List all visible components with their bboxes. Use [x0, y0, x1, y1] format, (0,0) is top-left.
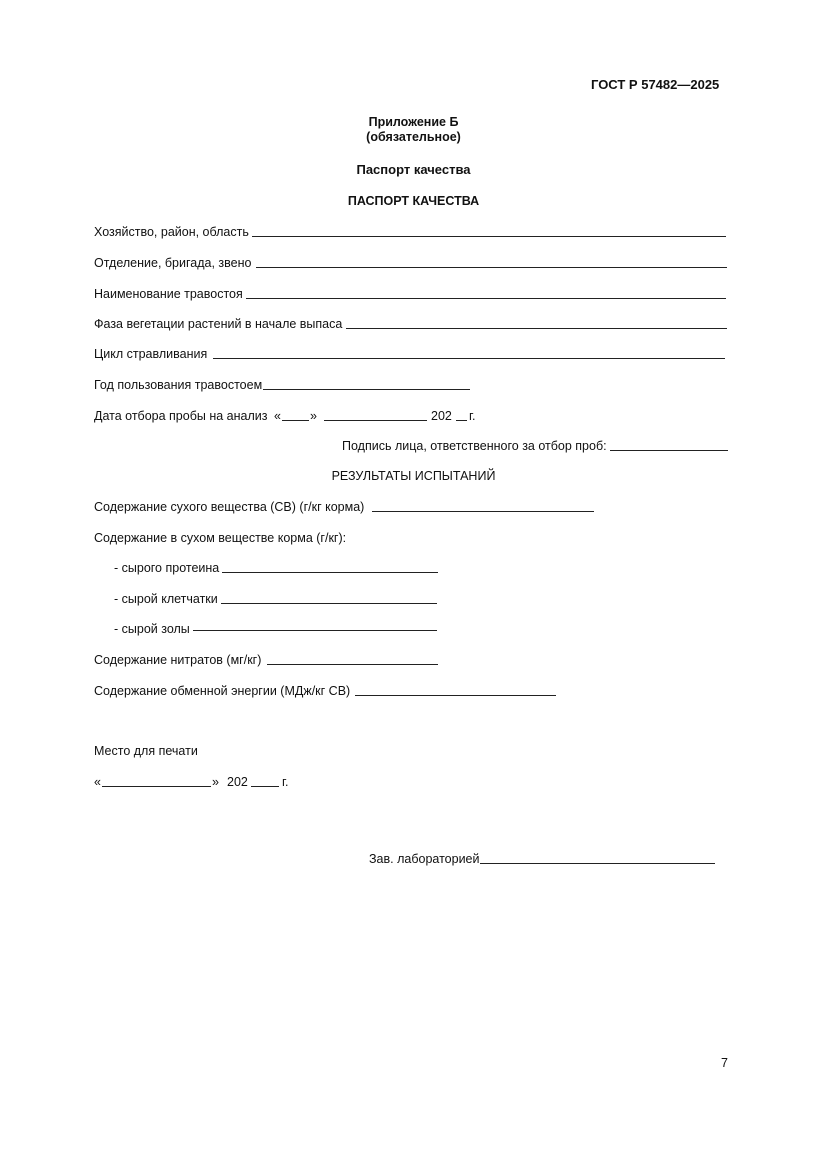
ash-label: - сырой золы: [114, 622, 190, 636]
ash-field-line[interactable]: [193, 630, 437, 631]
appendix-status: (обязательное): [366, 130, 461, 144]
sampling-month-line[interactable]: [324, 420, 427, 421]
date-year-prefix: 202: [227, 775, 248, 789]
nitrates-field-line[interactable]: [267, 664, 438, 665]
lab-head-signature-line[interactable]: [480, 863, 715, 864]
section-title: Паспорт качества: [356, 162, 471, 177]
sampling-year-prefix: 202: [431, 409, 452, 423]
date-year-suffix: г.: [282, 775, 289, 789]
sampling-quote-open: «: [274, 409, 281, 423]
appendix-title: Приложение Б: [368, 115, 459, 129]
protein-field-line[interactable]: [222, 572, 438, 573]
protein-label: - сырого протеина: [114, 561, 220, 575]
cycle-field-line[interactable]: [213, 358, 725, 359]
page-number: 7: [721, 1056, 728, 1070]
sampling-day-line[interactable]: [282, 420, 309, 421]
energy-field-line[interactable]: [355, 695, 556, 696]
fiber-field-line[interactable]: [221, 603, 437, 604]
cycle-label: Цикл стравливания: [94, 347, 208, 361]
phase-label: Фаза вегетации растений в начале выпаса: [94, 317, 343, 331]
date-quote-open: «: [94, 775, 101, 789]
sampling-date-label: Дата отбора пробы на анализ: [94, 409, 268, 423]
standard-number: ГОСТ Р 57482—2025: [591, 77, 720, 92]
farm-label: Хозяйство, район, область: [94, 225, 249, 239]
sampling-year-line[interactable]: [456, 420, 467, 421]
form-title: ПАСПОРТ КАЧЕСТВА: [347, 194, 480, 208]
date-day-month-line[interactable]: [102, 786, 211, 787]
date-year-line[interactable]: [251, 786, 279, 787]
phase-field-line[interactable]: [346, 328, 727, 329]
results-title: РЕЗУЛЬТАТЫ ИСПЫТАНИЙ: [331, 469, 496, 483]
division-label: Отделение, бригада, звено: [94, 256, 252, 270]
energy-label: Содержание обменной энергии (МДж/кг СВ): [94, 684, 351, 698]
dry-matter-label: Содержание сухого вещества (СВ) (г/кг корма): [94, 500, 365, 514]
year-field-line[interactable]: [263, 389, 470, 390]
grass-name-field-line[interactable]: [246, 298, 726, 299]
date-quote-close: »: [212, 775, 219, 789]
sampling-quote-close: »: [310, 409, 317, 423]
farm-field-line[interactable]: [252, 236, 726, 237]
year-label: Год пользования травостоем: [94, 378, 263, 392]
division-field-line[interactable]: [256, 267, 727, 268]
signature-label: Подпись лица, ответственного за отбор проб:: [342, 439, 607, 453]
signature-field-line[interactable]: [610, 450, 728, 451]
lab-head-label: Зав. лабораторией: [369, 852, 480, 866]
dry-matter-content-label: Содержание в сухом веществе корма (г/кг):: [94, 531, 347, 545]
sampling-year-suffix: г.: [469, 409, 476, 423]
stamp-label: Место для печати: [94, 744, 198, 758]
nitrates-label: Содержание нитратов (мг/кг): [94, 653, 262, 667]
dry-matter-field-line[interactable]: [372, 511, 594, 512]
grass-name-label: Наименование травостоя: [94, 287, 243, 301]
fiber-label: - сырой клетчатки: [114, 592, 218, 606]
